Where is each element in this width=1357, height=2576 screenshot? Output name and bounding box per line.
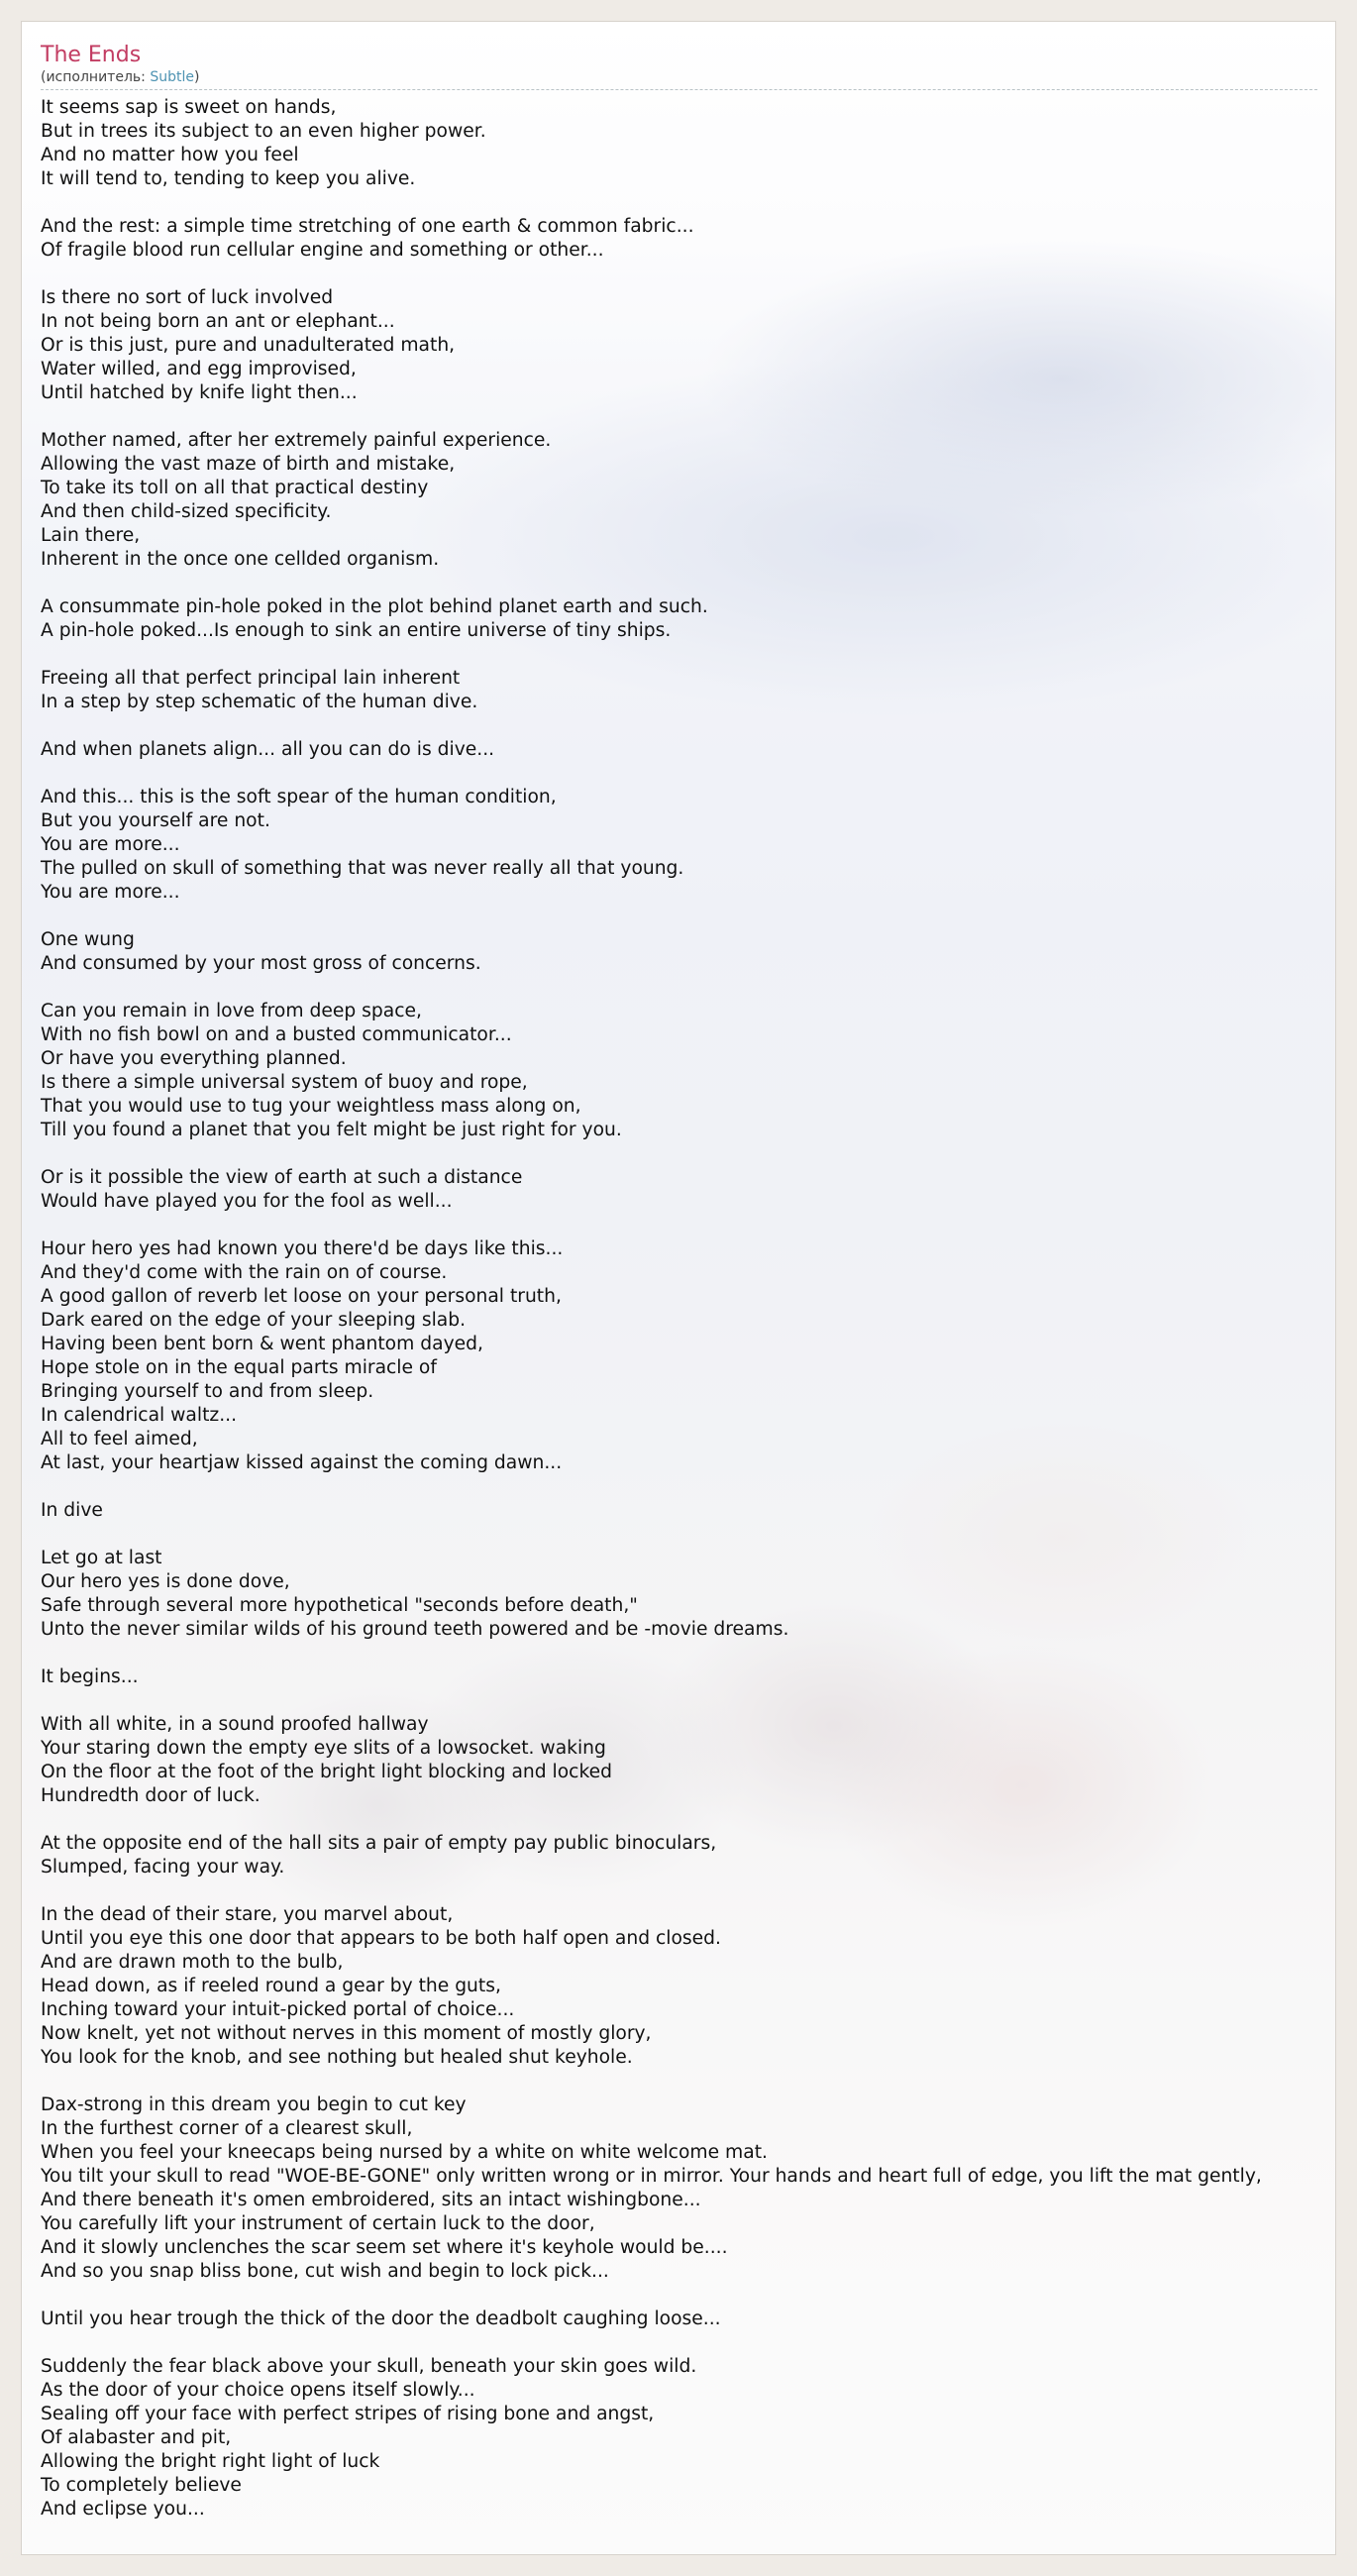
stanza-break bbox=[41, 572, 1335, 595]
lyric-line: And it slowly unclenches the scar seem set where it's keyhole would be.... bbox=[41, 2237, 728, 2258]
lyric-line: Our hero yes is done dove, bbox=[41, 1571, 290, 1592]
lyric-line: In the furthest corner of a clearest skull, bbox=[41, 2118, 413, 2139]
lyric-line: A consummate pin-hole poked in the plot behind planet earth and such. bbox=[41, 596, 708, 617]
lyric-line: That you would use to tug your weightless mass along on, bbox=[41, 1096, 581, 1117]
lyric-line: On the floor at the foot of the bright light blocking and locked bbox=[41, 1762, 612, 1782]
lyric-line: You look for the knob, and see nothing but healed shut keyhole. bbox=[41, 2047, 633, 2068]
lyric-line: Hour hero yes had known you there'd be days like this... bbox=[41, 1238, 564, 1259]
lyric-line: Slumped, facing your way. bbox=[41, 1857, 285, 1878]
lyric-line: Until you hear trough the thick of the door the deadbolt caughing loose... bbox=[41, 2308, 721, 2329]
song-title: The Ends bbox=[41, 43, 142, 67]
stanza-break bbox=[41, 1142, 1335, 1166]
lyric-line: You carefully lift your instrument of certain luck to the door, bbox=[41, 2213, 595, 2234]
lyric-line: At last, your heartjaw kissed against the coming dawn... bbox=[41, 1452, 563, 1473]
lyric-line: And no matter how you feel bbox=[41, 145, 299, 165]
performer-link[interactable]: Subtle bbox=[150, 69, 194, 85]
lyric-line: As the door of your choice opens itself slowly... bbox=[41, 2380, 475, 2401]
lyric-line: Freeing all that perfect principal lain inherent bbox=[41, 668, 461, 689]
lyric-line: Suddenly the fear black above your skull, beneath your skin goes wild. bbox=[41, 2356, 697, 2377]
lyric-line: To completely believe bbox=[41, 2475, 242, 2496]
lyric-line: Can you remain in love from deep space, bbox=[41, 1001, 422, 1021]
lyric-line: Of fragile blood run cellular engine and something or other... bbox=[41, 240, 604, 261]
lyric-line: To take its toll on all that practical destiny bbox=[41, 478, 429, 498]
lyric-line: And they'd come with the rain on of course. bbox=[41, 1262, 448, 1283]
lyrics-body bbox=[41, 96, 1335, 2522]
lyric-line: But you yourself are not. bbox=[41, 810, 270, 831]
stanza-break bbox=[41, 643, 1335, 667]
lyric-line: Allowing the vast maze of birth and mistake, bbox=[41, 454, 456, 475]
lyric-line: Hope stole on in the equal parts miracle of bbox=[41, 1357, 437, 1378]
lyric-line: Having been bent born & went phantom dayed, bbox=[41, 1334, 483, 1354]
lyric-line: One wung bbox=[41, 929, 135, 950]
lyrics-page bbox=[21, 21, 1336, 2555]
lyric-line: And so you snap bliss bone, cut wish and begin to lock pick... bbox=[41, 2261, 609, 2282]
performer-line bbox=[41, 69, 1317, 86]
lyric-line: Safe through several more hypothetical "seconds before death," bbox=[41, 1595, 638, 1616]
lyric-line: A good gallon of reverb let loose on your personal truth, bbox=[41, 1286, 562, 1307]
lyric-line: Lain there, bbox=[41, 525, 141, 546]
lyric-line: Allowing the bright right light of luck bbox=[41, 2451, 380, 2472]
stanza-break bbox=[41, 2331, 1335, 2355]
lyric-line: You are more... bbox=[41, 834, 180, 855]
lyric-line: Till you found a planet that you felt might be just right for you. bbox=[41, 1120, 622, 1140]
lyric-line: Bringing yourself to and from sleep. bbox=[41, 1381, 374, 1402]
lyric-line: Head down, as if reeled round a gear by the guts, bbox=[41, 1976, 501, 1996]
stanza-break bbox=[41, 1808, 1335, 1832]
lyric-line: Let go at last bbox=[41, 1548, 162, 1568]
lyric-line: Or have you everything planned. bbox=[41, 1048, 347, 1069]
lyric-line: Would have played you for the fool as well... bbox=[41, 1191, 453, 1212]
stanza-break bbox=[41, 2070, 1335, 2093]
lyric-line: Until hatched by knife light then... bbox=[41, 382, 358, 403]
lyric-line: Water willed, and egg improvised, bbox=[41, 359, 357, 379]
lyric-line: In not being born an ant or elephant... bbox=[41, 311, 395, 332]
lyric-line: All to feel aimed, bbox=[41, 1429, 198, 1449]
stanza-break bbox=[41, 1689, 1335, 1713]
stanza-break bbox=[41, 1523, 1335, 1547]
lyric-line: Of alabaster and pit, bbox=[41, 2427, 232, 2448]
stanza-break bbox=[41, 263, 1335, 286]
stanza-break bbox=[41, 714, 1335, 738]
stanza-break bbox=[41, 1475, 1335, 1499]
lyric-line: In dive bbox=[41, 1500, 103, 1521]
lyric-line: Dax-strong in this dream you begin to cut key bbox=[41, 2094, 467, 2115]
lyric-line: Or is this just, pure and unadulterated math, bbox=[41, 335, 456, 356]
lyric-line: At the opposite end of the hall sits a pair of empty pay public binoculars, bbox=[41, 1833, 717, 1854]
lyric-line: And the rest: a simple time stretching of one earth & common fabric... bbox=[41, 216, 694, 237]
stanza-break bbox=[41, 762, 1335, 786]
lyric-line: With no fish bowl on and a busted communicator... bbox=[41, 1024, 512, 1045]
performer-suffix: ) bbox=[193, 69, 200, 85]
lyric-line: Until you eye this one door that appears to be both half open and closed. bbox=[41, 1928, 721, 1949]
lyric-line: Inherent in the once one cellded organism. bbox=[41, 549, 440, 570]
lyric-line: And eclipse you... bbox=[41, 2499, 205, 2520]
lyric-line: But in trees its subject to an even higher power. bbox=[41, 121, 486, 142]
lyric-line: Unto the never similar wilds of his ground teeth powered and be -movie dreams. bbox=[41, 1619, 789, 1640]
lyric-line: Your staring down the empty eye slits of a lowsocket. waking bbox=[41, 1738, 606, 1759]
stanza-break bbox=[41, 2284, 1335, 2308]
lyric-line: Inching toward your intuit-picked portal of choice... bbox=[41, 1999, 515, 2020]
lyric-line: You tilt your skull to read "WOE-BE-GONE" only written wrong or in mirror. Your hands and heart full of edge, you lift the mat gently, bbox=[41, 2166, 1262, 2187]
lyric-line: Hundredth door of luck. bbox=[41, 1785, 261, 1806]
lyric-line: And consumed by your most gross of concerns. bbox=[41, 953, 481, 974]
lyric-line: And when planets align... all you can do is dive... bbox=[41, 739, 495, 760]
stanza-break bbox=[41, 905, 1335, 928]
lyric-line: And this... this is the soft spear of the human condition, bbox=[41, 787, 557, 807]
stanza-break bbox=[41, 405, 1335, 429]
lyric-line: The pulled on skull of something that was never really all that young. bbox=[41, 858, 684, 879]
lyric-line: You are more... bbox=[41, 882, 180, 903]
lyric-line: Is there no sort of luck involved bbox=[41, 287, 334, 308]
lyric-line: Mother named, after her extremely painful experience. bbox=[41, 430, 552, 451]
lyric-line: With all white, in a sound proofed hallway bbox=[41, 1714, 429, 1735]
lyric-line: When you feel your kneecaps being nursed by a white on white welcome mat. bbox=[41, 2142, 768, 2163]
lyric-line: A pin-hole poked...Is enough to sink an entire universe of tiny ships. bbox=[41, 620, 672, 641]
lyric-line: It seems sap is sweet on hands, bbox=[41, 97, 337, 118]
lyric-line: And are drawn moth to the bulb, bbox=[41, 1952, 344, 1973]
lyric-line: In the dead of their stare, you marvel about, bbox=[41, 1904, 454, 1925]
stanza-break bbox=[41, 1642, 1335, 1665]
stanza-break bbox=[41, 1879, 1335, 1903]
stanza-break bbox=[41, 976, 1335, 1000]
lyric-line: It begins... bbox=[41, 1666, 139, 1687]
song-header bbox=[41, 42, 1317, 90]
performer-prefix: (исполнитель: bbox=[41, 69, 151, 85]
lyric-line: It will tend to, tending to keep you alive. bbox=[41, 168, 416, 189]
lyric-line: Sealing off your face with perfect stripes of rising bone and angst, bbox=[41, 2404, 655, 2424]
lyric-line: And there beneath it's omen embroidered, sits an intact wishingbone... bbox=[41, 2190, 701, 2210]
lyric-line: In a step by step schematic of the human dive. bbox=[41, 692, 478, 712]
stanza-break bbox=[41, 1214, 1335, 1237]
lyric-line: And then child-sized specificity. bbox=[41, 501, 332, 522]
lyric-line: Dark eared on the edge of your sleeping slab. bbox=[41, 1310, 467, 1331]
lyric-line: Is there a simple universal system of buoy and rope, bbox=[41, 1072, 528, 1093]
lyric-line: In calendrical waltz... bbox=[41, 1405, 238, 1426]
lyric-line: Or is it possible the view of earth at such a distance bbox=[41, 1167, 523, 1188]
stanza-break bbox=[41, 191, 1335, 215]
lyric-line: Now knelt, yet not without nerves in this moment of mostly glory, bbox=[41, 2023, 652, 2044]
